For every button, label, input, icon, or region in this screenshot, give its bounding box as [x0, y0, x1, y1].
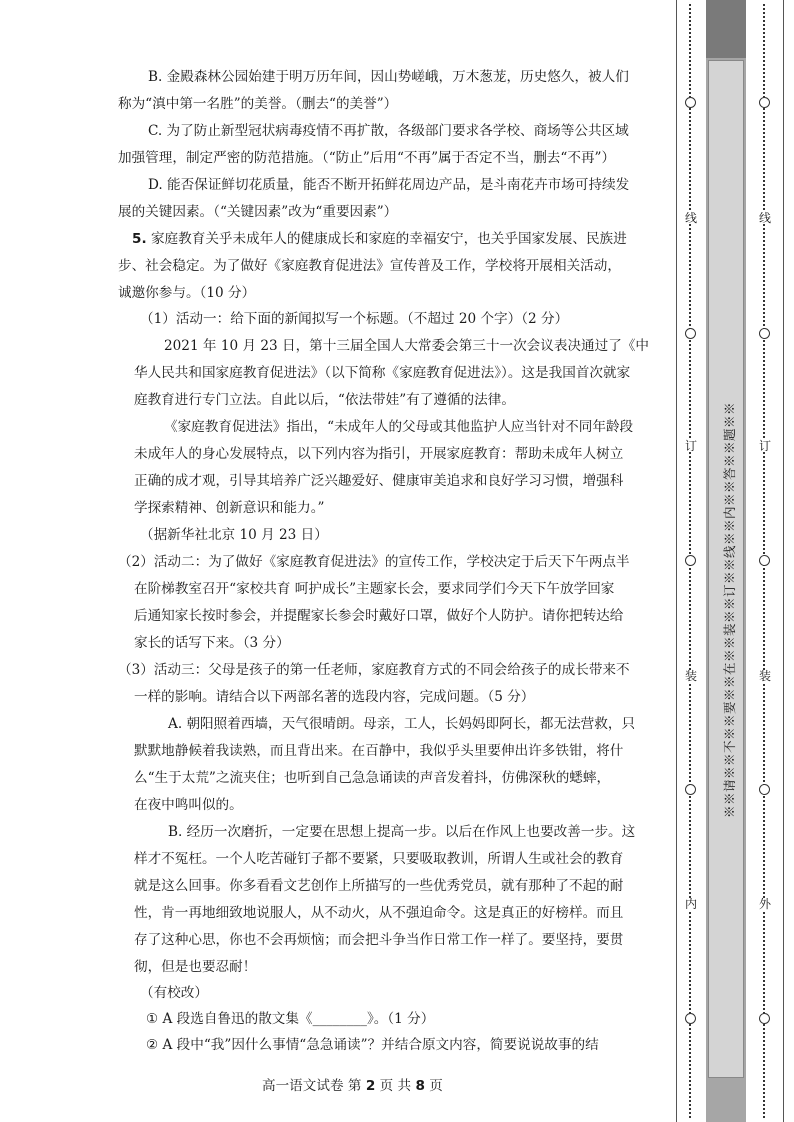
binding-label: 订 — [758, 439, 771, 453]
circle-mark — [685, 784, 696, 795]
margin-border — [676, 0, 677, 1122]
binding-label: 线 — [684, 211, 697, 225]
circle-mark — [759, 555, 770, 566]
excerpt-a-line: 在夜中鸣叫似的。 — [134, 797, 243, 813]
page-footer: 高一语文试卷 第 2 页 共 8 页 — [262, 1078, 443, 1094]
excerpt-a-line: 默默地静候着我读熟，而且背出来。在百静中，我似乎头里要伸出许多铁钳，将什 — [134, 743, 624, 759]
excerpt-note: （有校改） — [140, 985, 208, 1001]
activity-1-prompt: （1）活动一：给下面的新闻拟写一个标题。（不超过 20 个字）（2 分） — [140, 311, 569, 327]
inner-binding-line — [684, 0, 698, 1122]
news-line: 庭教育进行专门立法。自此以后，“依法带娃”有了遵循的法律。 — [134, 392, 515, 408]
text-line: 后通知家长按时参会，并提醒家长参会时戴好口罩，做好个人防护。请你把转达给 — [134, 608, 624, 624]
news-line: 学探索精神、创新意识和能力。” — [134, 500, 325, 516]
warning-strip — [706, 0, 746, 1122]
text-line: 称为“滇中第一名胜”的美誉。（删去“的美誉”） — [118, 96, 398, 112]
text-line: D. 能否保证鲜切花质量，能否不断开拓鲜花周边产品，是斗南花卉市场可持续发 — [148, 177, 630, 193]
question-5-line: 5. 家庭教育关乎未成年人的健康成长和家庭的幸福安宁，也关乎国家发展、民族进 — [132, 231, 627, 247]
circle-mark — [685, 1013, 696, 1024]
margin-border — [783, 0, 784, 1122]
news-line: 华人民共和国家庭教育促进法》（以下简称《家庭教育促进法》）。这是我国首次就家 — [134, 365, 631, 381]
news-line: 未成年人的身心发展特点，以下列内容为指引，开展家庭教育：帮助未成年人树立 — [134, 446, 624, 462]
text-line: 加强管理，制定严密的防范措施。（“防止”后用“不再”属于否定不当，删去“不再”） — [118, 150, 616, 166]
text-line: 一样的影响。请结合以下两部名著的选段内容，完成问题。（5 分） — [134, 689, 535, 705]
binding-label: 装 — [684, 669, 697, 683]
excerpt-a-line: A. 朝阳照着西墙，天气很晴朗。母亲，工人，长妈妈即阿长，都无法营救，只 — [168, 716, 636, 732]
warning-text: ※※请※※不※※要※※在※※装※※订※※线※※内※※答※※题※※ — [722, 402, 737, 819]
news-line: 2021 年 10 月 23 日，第十三届全国人大常委会第三十一次会议表决通过了《中 — [164, 338, 650, 354]
outer-binding-line — [758, 0, 772, 1122]
excerpt-b-line: 存了这种心思，你也不会再烦恼；而会把斗争当作日常工作一样了。要坚持，要贯 — [134, 932, 624, 948]
excerpt-b-line: 样才不冤枉。一个人吃苦碰钉子都不要紧，只要吸取教训，所谓人生或社会的教育 — [134, 851, 624, 867]
binding-label: 内 — [684, 897, 697, 911]
text-line: C. 为了防止新型冠状病毒疫情不再扩散，各级部门要求各学校、商场等公共区域 — [148, 123, 629, 139]
activity-2-prompt: （2）活动二：为了做好《家庭教育促进法》的宣传工作，学校决定于后天下午两点半 — [118, 554, 630, 570]
binding-label: 装 — [758, 669, 771, 683]
circle-mark — [759, 97, 770, 108]
sub-question-2: ② A 段中“我”因什么事情“急急诵读”？并结合原文内容，简要说说故事的结 — [146, 1037, 599, 1053]
sub-question-1: ① A 段选自鲁迅的散文集《________》。（1 分） — [146, 1011, 435, 1027]
news-source: （据新华社北京 10 月 23 日） — [140, 527, 328, 543]
text-line: 展的关键因素。（“关键因素”改为“重要因素”） — [118, 204, 398, 220]
circle-mark — [759, 1013, 770, 1024]
text-line: 在阶梯教室召开“家校共育 呵护成长”主题家长会，要求同学们今天下午放学回家 — [134, 581, 615, 597]
circle-mark — [685, 328, 696, 339]
circle-mark — [685, 97, 696, 108]
binding-label: 线 — [758, 211, 771, 225]
circle-mark — [685, 555, 696, 566]
question-number: 5. — [132, 231, 147, 247]
excerpt-a-line: 么“生于太荒”之流夹住；也听到自己急急诵读的声音发着抖，仿佛深秋的蟋蟀， — [134, 770, 611, 786]
text-line: B. 金殿森林公园始建于明万历年间，因山势嵯峨，万木葱茏，历史悠久，被人们 — [148, 69, 629, 85]
activity-3-prompt: （3）活动三：父母是孩子的第一任老师，家庭教育方式的不同会给孩子的成长带来不 — [118, 662, 630, 678]
news-line: 正确的成才观，引导其培养广泛兴趣爱好、健康审美追求和良好学习习惯，增强科 — [134, 473, 624, 489]
text-line: 诚邀你参与。（10 分） — [118, 285, 256, 301]
binding-label: 订 — [684, 439, 697, 453]
text-line: 家长的话写下来。（3 分） — [134, 635, 290, 651]
circle-mark — [759, 784, 770, 795]
excerpt-b-line: B. 经历一次磨折，一定要在思想上提高一步。以后在作风上也要改善一步。这 — [168, 824, 636, 840]
binding-label: 外 — [758, 897, 771, 911]
circle-mark — [759, 328, 770, 339]
text-line: 步、社会稳定。为了做好《家庭教育促进法》宣传普及工作，学校将开展相关活动， — [118, 258, 621, 274]
excerpt-b-line: 彻，但是也要忍耐！ — [134, 959, 257, 975]
excerpt-b-line: 性，肯一再地细致地说服人，从不动火，从不强迫命令。这是真正的好榜样。而且 — [134, 905, 624, 921]
news-line: 《家庭教育促进法》指出，“未成年人的父母或其他监护人应当针对不同年龄段 — [164, 419, 634, 435]
excerpt-b-line: 就是这么回事。你多看看文艺创作上所描写的一些优秀党员，就有那种了不起的耐 — [134, 878, 624, 894]
